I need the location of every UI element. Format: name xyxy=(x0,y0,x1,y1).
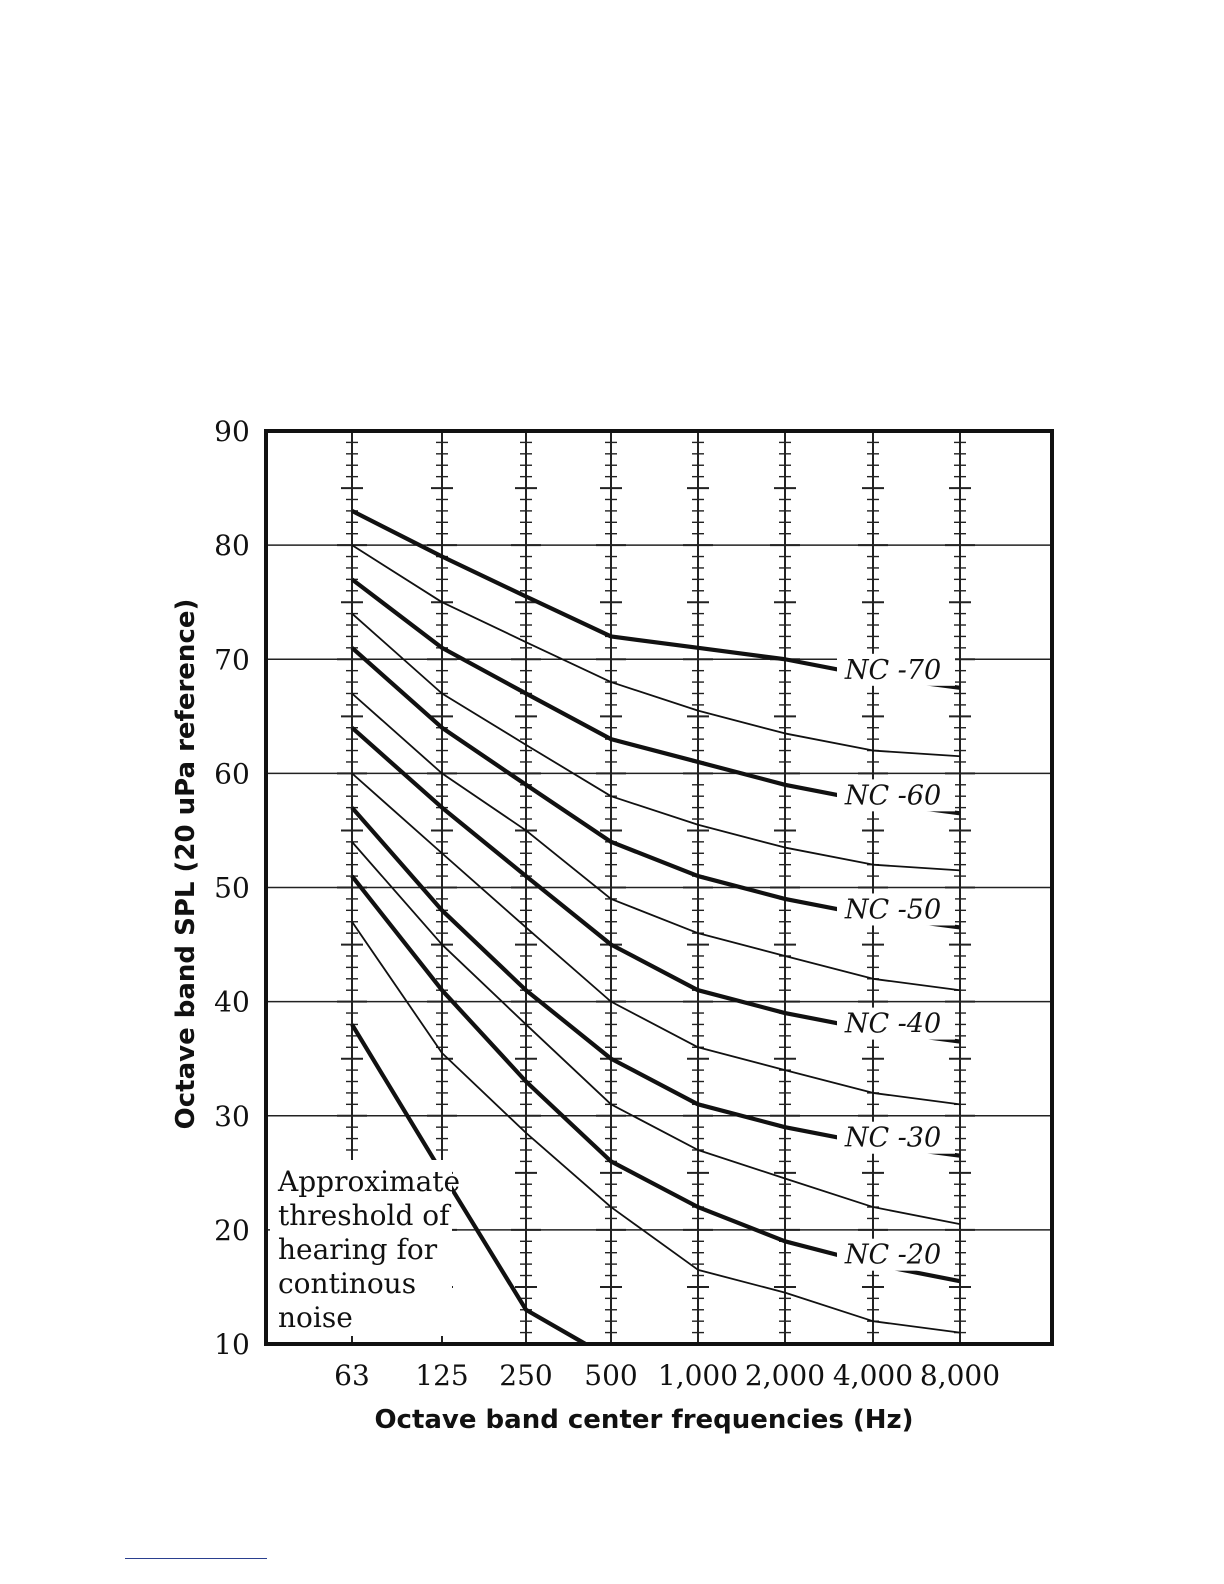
y-tick-80: 80 xyxy=(214,529,250,563)
y-tick-20: 20 xyxy=(214,1213,250,1247)
label-nc-30 xyxy=(837,1122,955,1154)
y-tick-30: 30 xyxy=(214,1099,250,1133)
label-text: NC -40 xyxy=(844,1008,942,1040)
label-text: NC -20 xyxy=(844,1239,942,1271)
label-text: NC -60 xyxy=(844,780,942,812)
x-tick-250: 250 xyxy=(499,1359,553,1392)
annotation-line-1: Approximate xyxy=(278,1165,461,1198)
x-tick-500: 500 xyxy=(584,1359,638,1392)
ruler-2-000 xyxy=(770,431,800,1344)
x-tick-1-000: 1,000 xyxy=(657,1359,739,1392)
ruler-8-000 xyxy=(945,431,975,1344)
y-tick-10: 10 xyxy=(214,1328,250,1361)
label-text: NC -70 xyxy=(844,654,942,686)
label-text: NC -50 xyxy=(844,894,942,926)
annotation-line-5: noise xyxy=(278,1301,353,1334)
label-nc-40 xyxy=(837,1008,955,1040)
label-text: NC -30 xyxy=(844,1122,942,1154)
y-axis-title: Octave band SPL (20 uPa reference) xyxy=(171,598,201,1130)
ruler-250 xyxy=(511,431,541,1344)
x-tick-labels xyxy=(334,1359,1000,1392)
x-tick-125: 125 xyxy=(415,1359,469,1392)
y-tick-90: 90 xyxy=(214,415,250,448)
annotation-line-2: threshold of xyxy=(278,1199,450,1232)
label-nc-60 xyxy=(837,779,955,811)
label-nc-70 xyxy=(837,654,955,686)
x-tick-63: 63 xyxy=(334,1359,370,1392)
y-tick-40: 40 xyxy=(214,985,250,1019)
annotation-line-4: continous xyxy=(278,1267,417,1300)
label-nc-20 xyxy=(837,1239,955,1271)
y-tick-70: 70 xyxy=(214,643,250,677)
curve-intermediate-3 xyxy=(352,614,960,871)
y-tick-50: 50 xyxy=(214,871,250,905)
threshold-annotation xyxy=(270,1160,460,1336)
y-tick-labels xyxy=(214,415,250,1361)
y-tick-60: 60 xyxy=(214,757,250,791)
x-tick-4-000: 4,000 xyxy=(832,1359,914,1392)
annotation-line-3: hearing for xyxy=(278,1233,438,1266)
label-nc-50 xyxy=(837,893,955,925)
footnote-separator xyxy=(125,1558,267,1559)
x-tick-2-000: 2,000 xyxy=(744,1359,826,1392)
x-axis-title: Octave band center frequencies (Hz) xyxy=(374,1405,914,1435)
x-tick-8-000: 8,000 xyxy=(919,1359,1001,1392)
